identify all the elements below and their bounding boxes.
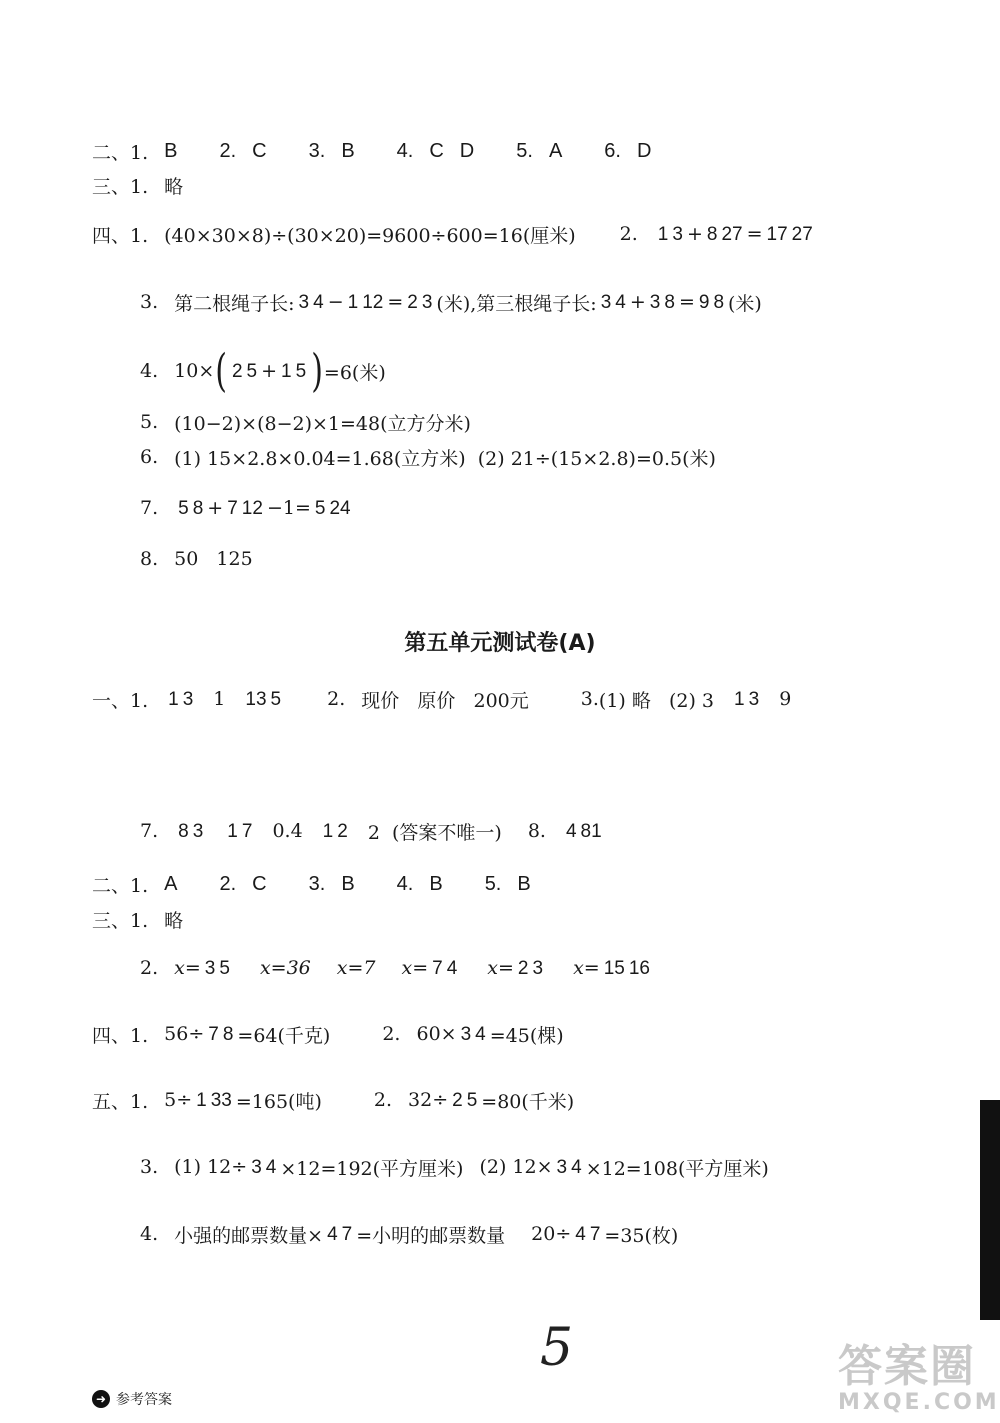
fraction: 1 3 bbox=[168, 688, 194, 710]
answer-text: 现价 原价 200元 bbox=[361, 689, 529, 712]
equation: ×12=108(平方厘米) bbox=[585, 1157, 769, 1180]
section-label: 五、1. bbox=[92, 1090, 149, 1113]
left-paren: ( bbox=[215, 344, 227, 398]
equation: =64(千克) bbox=[237, 1024, 331, 1047]
answer-line-2-choice bbox=[92, 872, 531, 897]
question-number: 3. bbox=[140, 1156, 159, 1178]
choice-answer: D bbox=[636, 139, 652, 162]
choice-answer: D bbox=[459, 139, 475, 162]
equation: (40×30×8)÷(30×20)=9600÷600=16(厘米) bbox=[164, 224, 576, 247]
question-number: 2. bbox=[219, 139, 237, 162]
footer-label: 参考答案 bbox=[116, 1392, 172, 1408]
operator: = bbox=[746, 223, 763, 245]
fraction: 7 4 bbox=[432, 957, 458, 979]
section-label: 一、1. bbox=[92, 689, 149, 712]
equation: x= bbox=[573, 957, 600, 979]
equation: (2) 12× bbox=[479, 1156, 553, 1178]
fraction: 3 4 bbox=[460, 1023, 486, 1045]
answer-q7 bbox=[140, 498, 355, 518]
fraction: 2 3 bbox=[407, 291, 433, 313]
fraction: 1 3 bbox=[657, 223, 683, 245]
section-label: 四、1. bbox=[92, 1024, 149, 1047]
equation: (1) 15×2.8×0.04=1.68(立方米) (2) 21÷(15×2.8)=0.5(米) bbox=[174, 447, 716, 470]
equation: =165(吨) bbox=[235, 1090, 322, 1113]
answer-line-7 bbox=[140, 820, 606, 844]
answer-line-4 bbox=[140, 755, 422, 775]
equation: (10−2)×(8−2)×1=48(立方分米) bbox=[174, 412, 471, 435]
answer-q4-stamps bbox=[140, 1223, 679, 1247]
question-number: 5. bbox=[516, 139, 533, 162]
equation: =80(千米) bbox=[481, 1090, 575, 1113]
answer-value: 0.4 bbox=[272, 820, 303, 842]
equation: 56÷ bbox=[164, 1023, 205, 1045]
fraction: 8 3 bbox=[178, 820, 204, 842]
choice-answer: B bbox=[517, 872, 531, 895]
question-number: 4. bbox=[140, 1223, 159, 1245]
question-number: 2. bbox=[619, 223, 638, 245]
answer-text: 略 bbox=[164, 175, 184, 198]
question-number: 5. bbox=[140, 411, 159, 433]
choice-answer: B bbox=[341, 872, 355, 895]
choice-answer: A bbox=[164, 872, 178, 895]
fraction: 2 5 bbox=[231, 360, 258, 382]
section-label: 二、1. bbox=[92, 874, 149, 897]
answer-q8 bbox=[140, 549, 253, 569]
answer-line-3 bbox=[92, 909, 184, 932]
equation: 20÷ bbox=[531, 1223, 572, 1245]
fraction bbox=[286, 756, 294, 775]
fraction: 15 16 bbox=[603, 957, 650, 979]
equation: x= bbox=[487, 957, 514, 979]
answer-q6 bbox=[140, 446, 716, 470]
question-number: 7. bbox=[140, 820, 159, 842]
choice-answer: B bbox=[429, 872, 443, 895]
question-number: 2. bbox=[382, 1023, 401, 1045]
answer-line-2-choice bbox=[92, 139, 652, 164]
question-number: 2. bbox=[140, 957, 159, 979]
handwritten-page-mark: 5 bbox=[540, 1318, 574, 1378]
answer-q3-area bbox=[140, 1156, 769, 1180]
fraction: 4 7 bbox=[327, 1223, 353, 1245]
question-number: 3. bbox=[580, 688, 599, 710]
question-number: 3. bbox=[308, 139, 326, 162]
answer-line-4-1 bbox=[92, 223, 817, 247]
answer-line-1 bbox=[92, 688, 792, 712]
operator: + bbox=[629, 291, 646, 313]
answer-text: 10× bbox=[174, 360, 215, 382]
fraction: 4 7 bbox=[575, 1223, 601, 1245]
fraction: 13 5 bbox=[245, 688, 282, 710]
equation: x= bbox=[401, 957, 429, 979]
fraction: 17 27 bbox=[766, 223, 813, 245]
answer-line-3 bbox=[92, 175, 184, 198]
question-number: 2. bbox=[327, 688, 346, 710]
equation: =45(棵) bbox=[489, 1024, 564, 1047]
fraction: 2 5 bbox=[452, 1089, 478, 1111]
fraction: 1 12 bbox=[347, 291, 384, 313]
fraction: 3 8 bbox=[649, 291, 675, 313]
fraction: 3 4 bbox=[251, 1156, 277, 1178]
answer-line-5-word bbox=[92, 1089, 575, 1113]
operator: = bbox=[678, 291, 695, 313]
page-edge-tab bbox=[980, 1100, 1000, 1320]
fraction: 9 8 bbox=[698, 291, 725, 313]
equation: x=36 bbox=[259, 957, 311, 979]
fraction: 3 4 bbox=[600, 291, 626, 313]
choice-answer: B bbox=[164, 139, 178, 162]
fraction: 5 24 bbox=[314, 497, 351, 519]
question-number: 8. bbox=[527, 820, 546, 842]
operator: = bbox=[387, 291, 404, 313]
question-number: 6. bbox=[604, 139, 621, 162]
fraction bbox=[186, 756, 194, 775]
operator: −1= bbox=[266, 497, 311, 519]
watermark bbox=[838, 1330, 1000, 1415]
answer-text: (米) bbox=[728, 292, 762, 315]
equation: ×12=192(平方厘米) bbox=[280, 1157, 464, 1180]
fraction: 3 4 bbox=[298, 291, 324, 313]
question-number: 2. bbox=[219, 872, 237, 895]
answer-text: 50 125 bbox=[174, 548, 253, 570]
equation: =小明的邮票数量 bbox=[356, 1224, 506, 1247]
question-number: 8. bbox=[140, 548, 159, 570]
fraction: 7 12 bbox=[227, 497, 263, 519]
fraction: 2 3 bbox=[517, 957, 544, 979]
watermark-url: MXQE.COM bbox=[838, 1390, 1000, 1415]
operator: + bbox=[207, 497, 224, 519]
arrow-right-circle-icon: ➜ bbox=[92, 1390, 110, 1408]
section-label: 四、1. bbox=[92, 224, 149, 247]
answer-value: 1 bbox=[213, 688, 226, 710]
answer-line-4-word bbox=[92, 1023, 564, 1047]
equation: =35(枚) bbox=[604, 1224, 679, 1247]
equation: x=7 bbox=[336, 957, 376, 979]
answer-equations bbox=[140, 958, 654, 978]
operator: + bbox=[261, 360, 278, 382]
section-label: 二、1. bbox=[92, 141, 149, 164]
fraction bbox=[214, 756, 222, 775]
equation: 60× bbox=[416, 1023, 457, 1045]
choice-answer: B bbox=[341, 139, 355, 162]
fraction: 1 2 bbox=[322, 820, 348, 842]
question-number: 3. bbox=[140, 291, 159, 313]
question-number: 7. bbox=[140, 497, 159, 519]
footer bbox=[92, 1389, 172, 1409]
question-number: 2. bbox=[373, 1089, 393, 1111]
choice-answer: C bbox=[252, 139, 267, 162]
equation: 32÷ bbox=[408, 1089, 449, 1111]
answer-text: (米),第三根绳子长: bbox=[436, 292, 597, 315]
equation: 小强的邮票数量× bbox=[174, 1224, 324, 1247]
fraction: 7 8 bbox=[208, 1023, 234, 1045]
answer-text: 略 bbox=[164, 909, 184, 932]
answer-q5 bbox=[140, 411, 471, 435]
question-number: 6. bbox=[140, 446, 159, 468]
fraction: 3 4 bbox=[556, 1156, 582, 1178]
choice-answer: C bbox=[252, 872, 267, 895]
answer-text: (1) 略 (2) 3 bbox=[598, 689, 715, 712]
equation: (1) 12÷ bbox=[174, 1156, 248, 1178]
fraction bbox=[242, 756, 250, 775]
fraction: 1 33 bbox=[196, 1089, 232, 1111]
answer-q4 bbox=[140, 344, 386, 398]
fraction: 8 27 bbox=[706, 223, 743, 245]
answer-text: 2 (答案不唯一) bbox=[367, 821, 502, 844]
choice-answer: A bbox=[548, 139, 563, 162]
right-paren: ) bbox=[311, 344, 323, 398]
fraction: 3 5 bbox=[204, 957, 230, 979]
answer-text: =6(米) bbox=[323, 361, 386, 384]
choice-answer: C bbox=[429, 139, 444, 162]
question-number: 4. bbox=[140, 360, 159, 382]
equation: x= bbox=[174, 957, 201, 979]
fraction: 4 81 bbox=[565, 820, 602, 842]
question-number: 5. bbox=[484, 872, 502, 895]
equation: 5÷ bbox=[164, 1089, 193, 1111]
watermark-logo-text: 答案圈 bbox=[838, 1341, 976, 1392]
answer-text: 第二根绳子长: bbox=[174, 292, 295, 315]
unit-title: 第五单元测试卷(A) bbox=[404, 631, 596, 656]
answer-value: 9 bbox=[779, 688, 792, 710]
question-number: 4. bbox=[396, 139, 414, 162]
fraction: 5 8 bbox=[178, 497, 204, 519]
section-label: 三、1. bbox=[92, 175, 149, 198]
fraction: 1 7 bbox=[227, 820, 253, 842]
section-label: 三、1. bbox=[92, 909, 149, 932]
fraction bbox=[158, 756, 166, 775]
fraction: 1 5 bbox=[281, 360, 307, 382]
operator: − bbox=[327, 291, 344, 313]
question-number: 4. bbox=[396, 872, 414, 895]
question-number: 3. bbox=[308, 872, 326, 895]
answer-q3 bbox=[140, 291, 762, 315]
fraction: 1 3 bbox=[734, 688, 760, 710]
operator: + bbox=[686, 223, 703, 245]
